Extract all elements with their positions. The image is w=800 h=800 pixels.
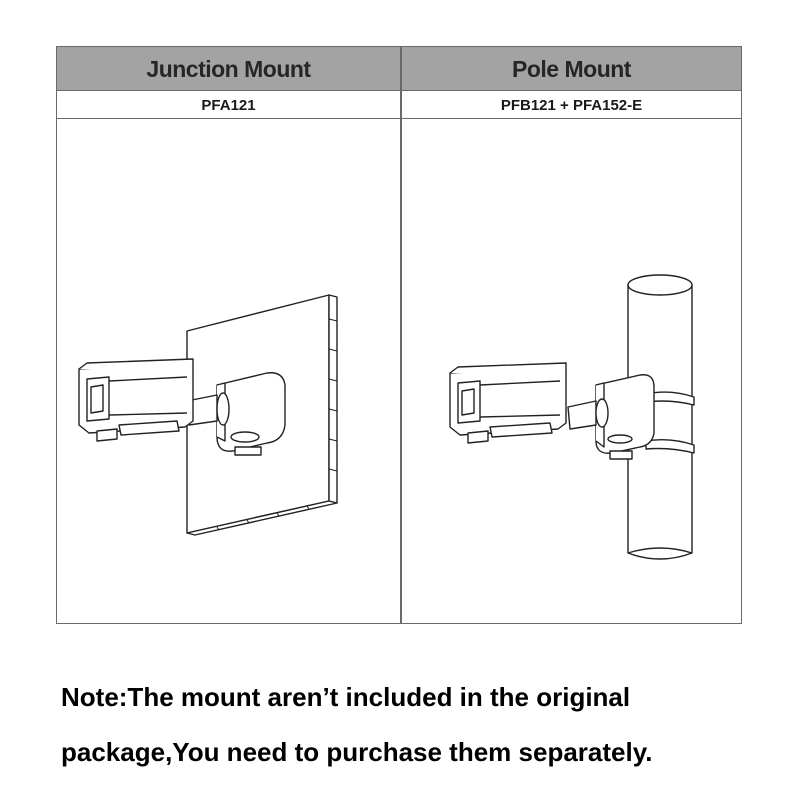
model-pole-mount: PFB121 + PFA152-E	[500, 96, 643, 114]
note-line-2: package,You need to purchase them separately.	[61, 737, 653, 767]
mount-comparison-table	[56, 46, 742, 624]
model-junction-mount: PFA121	[201, 96, 256, 114]
note-text	[61, 670, 781, 780]
pole-mount-illustration	[400, 119, 743, 623]
junction-mount-illustration	[57, 119, 400, 623]
header-pole-mount: Pole Mount	[512, 55, 631, 82]
table-header-row	[57, 47, 741, 91]
header-junction-mount: Junction Mount	[146, 55, 311, 82]
table-model-row	[57, 91, 741, 119]
note-line-1: Note:The mount aren’t included in the original	[61, 682, 631, 712]
